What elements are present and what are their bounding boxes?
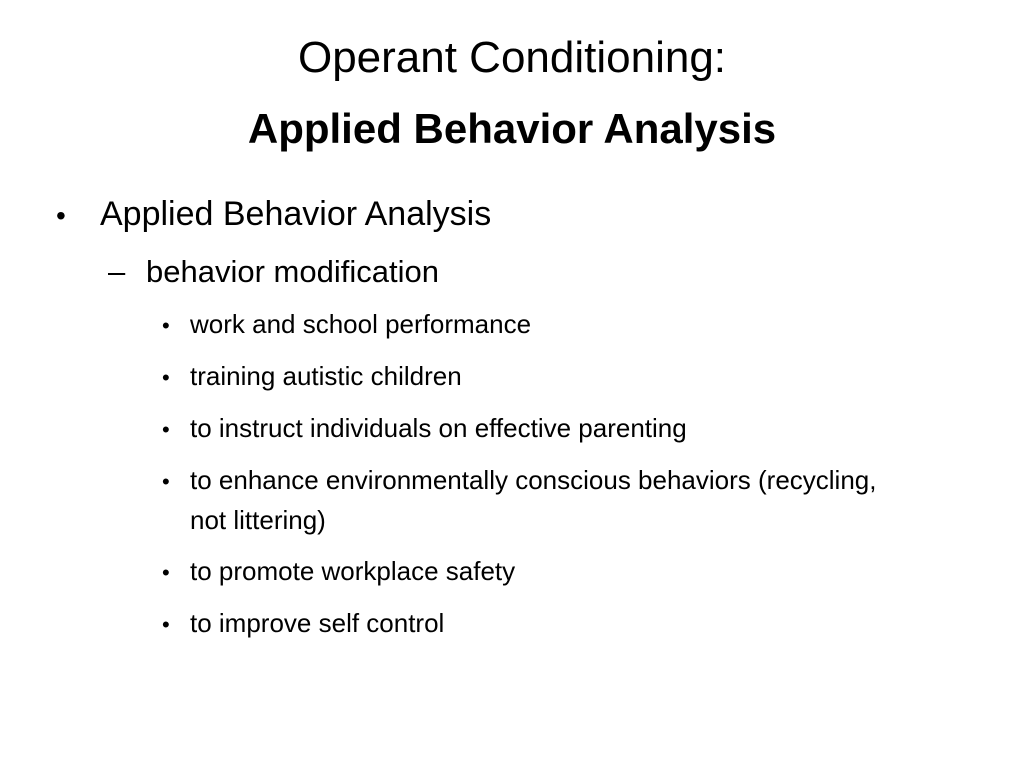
bullet-icon: • [162, 612, 170, 637]
title-line-1: Operant Conditioning: [297, 33, 727, 82]
list-item-text: to enhance environmentally conscious behaviors (recycling, not littering) [190, 465, 877, 535]
list-item-text: to instruct individuals on effective parenting [190, 413, 687, 443]
dash-icon: – [108, 254, 126, 289]
title-line-2: Applied Behavior Analysis [247, 105, 777, 152]
slide-title [0, 33, 1024, 152]
bullet-level-1 [56, 190, 956, 240]
list-item [162, 408, 882, 449]
bullet-icon: • [56, 200, 66, 231]
list-item [162, 356, 882, 397]
bullet-level-1-text: Applied Behavior Analysis [100, 195, 492, 233]
list-item [162, 603, 882, 644]
bullet-level-2-text: behavior modification [146, 254, 439, 289]
bullet-icon: • [162, 417, 170, 442]
list-item [162, 460, 882, 540]
slide-body [56, 190, 956, 655]
sub-bullet-list [162, 304, 956, 644]
bullet-icon: • [162, 469, 170, 494]
bullet-icon: • [162, 365, 170, 390]
list-item [162, 551, 882, 592]
bullet-level-2 [108, 250, 956, 294]
list-item [162, 304, 882, 345]
list-item-text: work and school performance [190, 309, 532, 339]
bullet-icon: • [162, 560, 170, 585]
bullet-icon: • [162, 313, 170, 338]
list-item-text: to promote workplace safety [190, 556, 516, 586]
list-item-text: training autistic children [190, 361, 462, 391]
list-item-text: to improve self control [190, 608, 445, 638]
